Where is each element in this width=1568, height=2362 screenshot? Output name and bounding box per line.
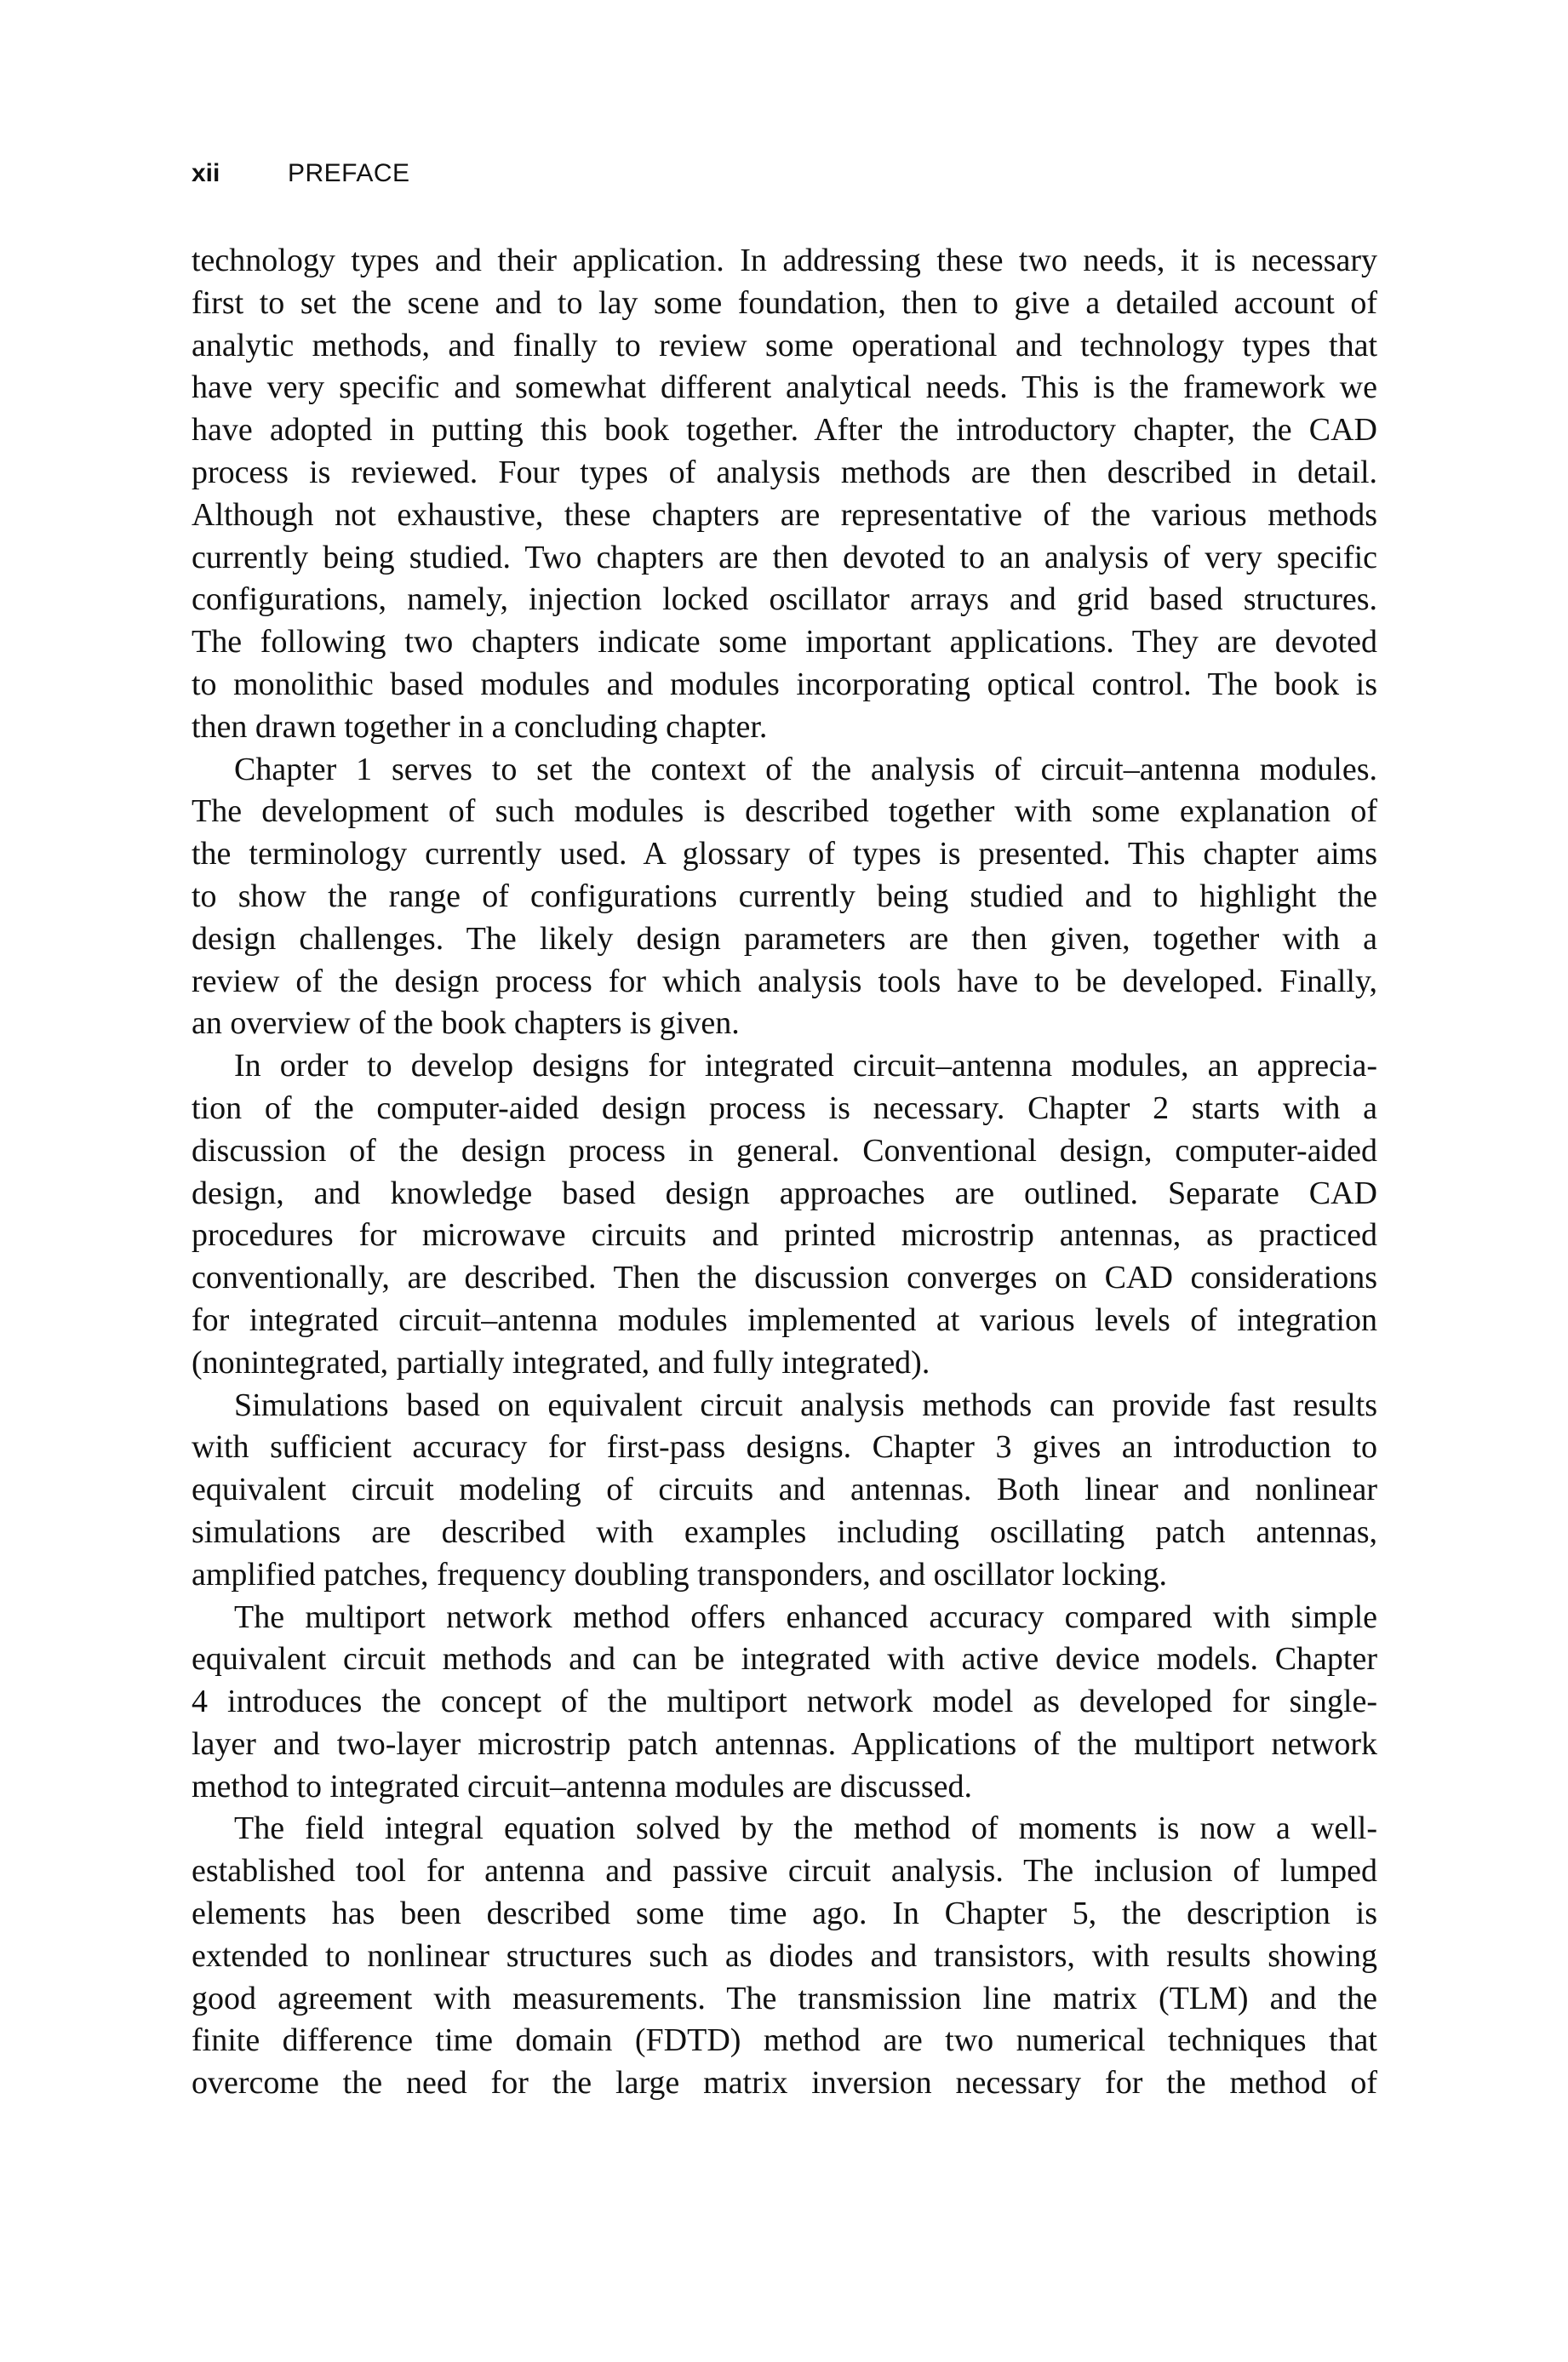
text-line: have adopted in putting this book together. After the introductory chapter, the CAD (192, 412, 1377, 449)
text-line: The development of such modules is described together with some explanation of (192, 793, 1377, 830)
text-line: with sufficient accuracy for first-pass designs. Chapter 3 gives an introduction to (192, 1429, 1377, 1466)
text-line: simulations are described with examples including oscillating patch antennas, (192, 1513, 1377, 1550)
text-line: have very specific and somewhat different analytical needs. This is the framework we (192, 369, 1377, 406)
text-line: overcome the need for the large matrix inversion necessary for the method of (192, 2065, 1377, 2102)
text-line: first to set the scene and to lay some foundation, then to give a detailed account of (192, 284, 1377, 321)
text-line: The following two chapters indicate some important applications. They are devoted (192, 624, 1377, 661)
text-line: design, and knowledge based design approaches are outlined. Separate CAD (192, 1175, 1377, 1211)
text-line: discussion of the design process in general. Conventional design, computer-aided (192, 1132, 1377, 1169)
text-line: finite difference time domain (FDTD) method are two numerical techniques that (192, 2022, 1377, 2059)
paragraph (192, 1045, 1377, 1384)
text-line: good agreement with measurements. The transmission line matrix (TLM) and the (192, 1980, 1377, 2016)
text-line: Simulations based on equivalent circuit analysis methods can provide fast results (234, 1387, 1377, 1423)
text-line: tion of the computer-aided design process is necessary. Chapter 2 starts with a (192, 1089, 1377, 1126)
text-line: method to integrated circuit–antenna modules are discussed. (192, 1768, 972, 1804)
running-head: PREFACE (288, 159, 410, 187)
text-line: In order to develop designs for integrated circuit–antenna modules, an apprecia- (234, 1048, 1377, 1084)
text-line: The field integral equation solved by the method of moments is now a well- (234, 1810, 1377, 1847)
text-line: then drawn together in a concluding chapter. (192, 708, 768, 745)
paragraph (192, 1808, 1377, 2105)
body-text (192, 240, 1377, 2105)
text-line: equivalent circuit modeling of circuits and antennas. Both linear and nonlinear (192, 1472, 1377, 1508)
text-line: Although not exhaustive, these chapters are representative of the various methods (192, 496, 1377, 533)
text-line: for integrated circuit–antenna modules implemented at various levels of integration (192, 1301, 1377, 1338)
paragraph (192, 1597, 1377, 1809)
text-line: an overview of the book chapters is given. (192, 1005, 740, 1042)
paragraph (192, 1385, 1377, 1597)
running-header (192, 158, 410, 189)
text-line: extended to nonlinear structures such as diodes and transistors, with results showing (192, 1937, 1377, 1974)
text-line: the terminology currently used. A glossary of types is presented. This chapter aims (192, 836, 1377, 872)
text-line: equivalent circuit methods and can be integrated with active device models. Chapter (192, 1641, 1377, 1678)
text-line: process is reviewed. Four types of analysis methods are then described in detail. (192, 454, 1377, 490)
text-line: procedures for microwave circuits and printed microstrip antennas, as practiced (192, 1217, 1377, 1254)
text-line: amplified patches, frequency doubling transponders, and oscillator locking. (192, 1556, 1168, 1593)
text-line: layer and two-layer microstrip patch antennas. Applications of the multiport network (192, 1725, 1377, 1762)
text-line: design challenges. The likely design parameters are then given, together with a (192, 920, 1377, 957)
paragraph (192, 749, 1377, 1046)
text-line: to show the range of configurations currently being studied and to highlight the (192, 878, 1377, 914)
text-line: to monolithic based modules and modules incorporating optical control. The book is (192, 666, 1377, 702)
text-line: currently being studied. Two chapters are then devoted to an analysis of very specific (192, 539, 1377, 575)
text-line: The multiport network method offers enhanced accuracy compared with simple (234, 1598, 1377, 1635)
text-line: Chapter 1 serves to set the context of the analysis of circuit–antenna modules. (234, 751, 1377, 787)
text-line: (nonintegrated, partially integrated, and fully integrated). (192, 1344, 930, 1381)
paragraph (192, 240, 1377, 749)
text-line: configurations, namely, injection locked oscillator arrays and grid based structures. (192, 581, 1377, 618)
text-line: review of the design process for which analysis tools have to be developed. Finally, (192, 963, 1377, 999)
text-line: elements has been described some time ago. In Chapter 5, the description is (192, 1896, 1377, 1932)
text-line: analytic methods, and finally to review some operational and technology types that (192, 327, 1377, 363)
text-line: conventionally, are described. Then the discussion converges on CAD considerations (192, 1260, 1377, 1296)
text-line: established tool for antenna and passive circuit analysis. The inclusion of lumped (192, 1853, 1377, 1890)
text-line: technology types and their application. In addressing these two needs, it is necessary (192, 243, 1377, 278)
text-line: 4 introduces the concept of the multiport network model as developed for single- (192, 1684, 1377, 1720)
page-number: xii (192, 159, 220, 187)
